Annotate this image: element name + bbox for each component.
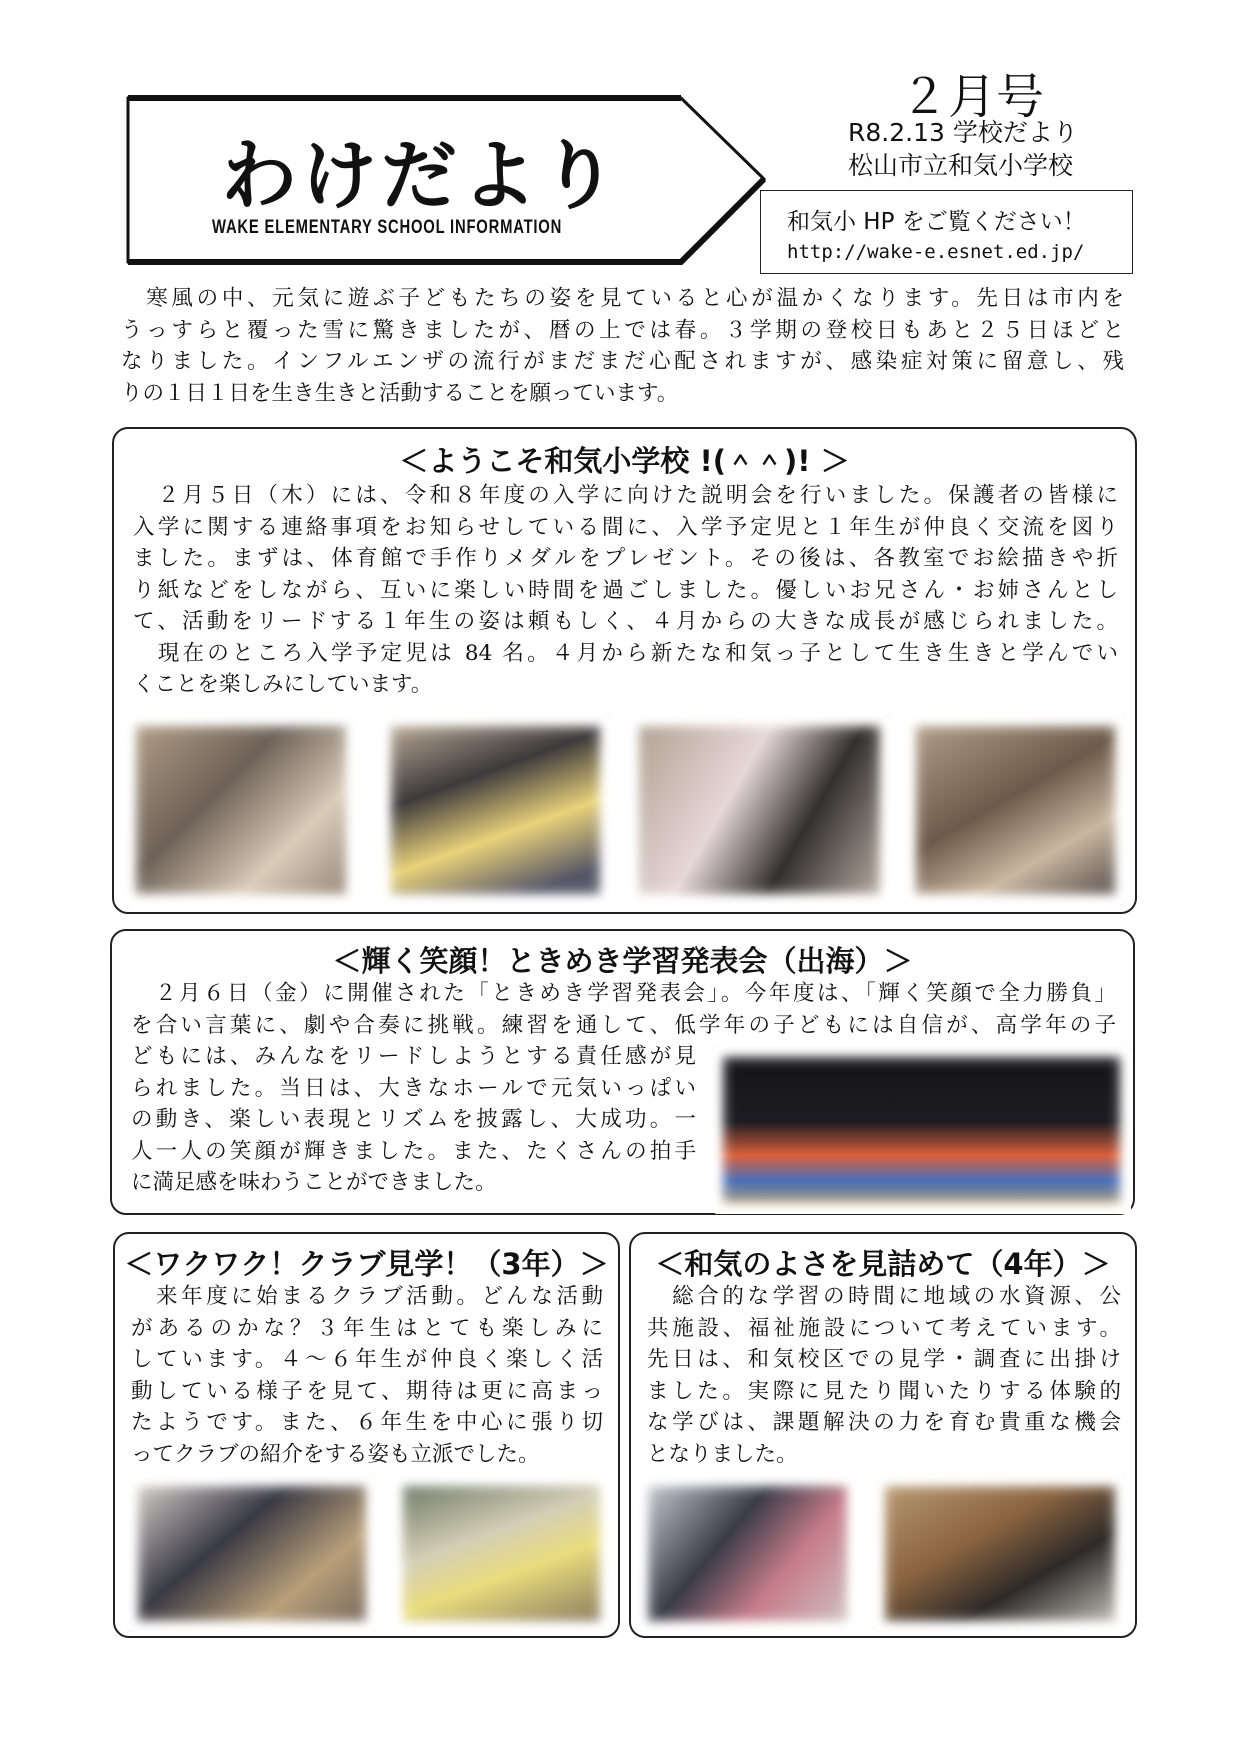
photo-drawing	[628, 715, 891, 905]
text-line: 先日は、和気校区での見学・調査に出掛け	[647, 1347, 1121, 1372]
photo-flower-club	[392, 1475, 611, 1632]
section-title: ＜ようこそ和気小学校 !(＾＾)! ＞	[399, 444, 850, 478]
homepage-box	[760, 190, 1133, 274]
text-line: 総合的な学習の時間に地域の水資源、公	[647, 1284, 1121, 1309]
text-line: たようです。また、６年生を中心に張り切	[131, 1410, 603, 1435]
text-line: 現在のところ入学予定児は 84 名。４月から新たな和気っ子として生き生きと学んでい	[133, 640, 1118, 666]
text-line: に満足感を味わうことができました。	[131, 1170, 497, 1195]
text-line: な学びは、課題解決の力を育む貴重な機会	[647, 1410, 1121, 1435]
text-line: を合い言葉に、劇や合奏に挑戦。練習を通して、低学年の子どもには自信が、高学年の子	[131, 1012, 1116, 1038]
text-line: られました。当日は、大きなホールで元気いっぱい	[131, 1075, 696, 1101]
issue-date: R8.2.13 学校だより	[848, 118, 1078, 147]
text-line: 人一人の笑顔が輝きました。また、たくさんの拍手	[131, 1138, 696, 1164]
section-club-visit	[113, 1232, 620, 1638]
photo-stage-performance	[712, 1046, 1131, 1214]
section-local-study	[629, 1232, 1137, 1638]
issue-label: ２月号	[900, 69, 1045, 125]
intro-paragraph	[121, 283, 1124, 409]
homepage-link[interactable]: http://wake-e.esnet.ed.jp/	[787, 241, 1085, 263]
photo-classroom-medals	[125, 715, 357, 905]
text-line: ました。実際に見たり聞いたりする体験的	[647, 1378, 1121, 1404]
text-line: しています。４～６年生が仲良く楽しく活	[131, 1347, 603, 1372]
text-line: 動している様子を見て、期待は更に高まっ	[131, 1378, 603, 1404]
photo-medal-presentation	[380, 715, 611, 905]
photo-club-students	[127, 1475, 377, 1632]
section-title: ＜輝く笑顔！ときめき学習発表会（出海）＞	[332, 944, 913, 978]
section-presentation	[110, 929, 1135, 1215]
photo-origami	[905, 715, 1126, 905]
text-line: どもには、みんなをリードしようとする責任感が見	[131, 1044, 696, 1069]
text-line: 入学に関する連絡事項をお知らせしている間に、入学予定児と１年生が仲良く交流を図り	[133, 514, 1118, 540]
text-line: 寒風の中、元気に遊ぶ子どもたちの姿を見ていると心が温かくなります。先日は市内を	[121, 286, 1124, 311]
text-line: ２月５日（木）には、令和８年度の入学に向けた説明会を行いました。保護者の皆様に	[133, 483, 1118, 508]
section-body	[647, 1281, 1121, 1470]
text-line: となりました。	[647, 1441, 798, 1467]
photo-local-shop	[874, 1475, 1126, 1632]
text-line: て、活動をリードする１年生の姿は頼もしく、４月からの大きな成長が感じられました。	[133, 609, 1118, 634]
text-line: りの１日１日を生き生きと活動することを願っています。	[121, 380, 679, 406]
section-title: ＜和気のよさを見詰めて（4年）＞	[655, 1247, 1111, 1281]
section-title: ＜ワクワク！クラブ見学！（3年）＞	[124, 1247, 609, 1281]
masthead-banner	[126, 95, 766, 263]
dateline	[848, 116, 1078, 182]
section-body	[133, 480, 1118, 701]
text-line: ってクラブの紹介をする姿も立派でした。	[131, 1441, 540, 1467]
school-name: 松山市立和気小学校	[848, 151, 1074, 180]
text-line: り紙などをしながら、互いに楽しい時間を過ごしました。優しいお兄さん・お姉さんとし	[133, 577, 1118, 603]
newsletter-subtitle: WAKE ELEMENTARY SCHOOL INFORMATION	[212, 217, 563, 238]
homepage-label: 和気小 HP をご覧ください！	[787, 209, 1086, 235]
text-line: ました。まずは、体育館で手作りメダルをプレゼント。その後は、各教室でお絵描きや折	[133, 546, 1118, 571]
newsletter-title: わけだより	[221, 131, 621, 220]
text-line: の動き、楽しい表現とリズムを披露し、大成功。一	[131, 1107, 696, 1132]
text-line: ２月６日（金）に開催された「ときめき学習発表会」。今年度は、「輝く笑顔で全力勝負」	[131, 981, 1116, 1006]
text-line: うっすらと覆った雪に驚きましたが、暦の上では春。３学期の登校日もあと２５日ほどと	[121, 317, 1124, 343]
text-line: 共施設、福祉施設について考えています。	[647, 1315, 1121, 1341]
text-line: くことを楽しみにしています。	[133, 672, 433, 697]
section-body	[131, 1281, 603, 1470]
section-welcome	[112, 427, 1137, 914]
photo-facility-visit	[637, 1475, 858, 1632]
section-body	[131, 978, 1116, 1041]
text-line: なりました。インフルエンザの流行がまだまだ心配されますが、感染症対策に留意し、残	[121, 349, 1124, 374]
section-body-narrow	[131, 1041, 696, 1199]
text-line: 来年度に始まるクラブ活動。どんな活動	[131, 1284, 603, 1309]
text-line: があるのかな？３年生はとても楽しみに	[131, 1315, 603, 1341]
